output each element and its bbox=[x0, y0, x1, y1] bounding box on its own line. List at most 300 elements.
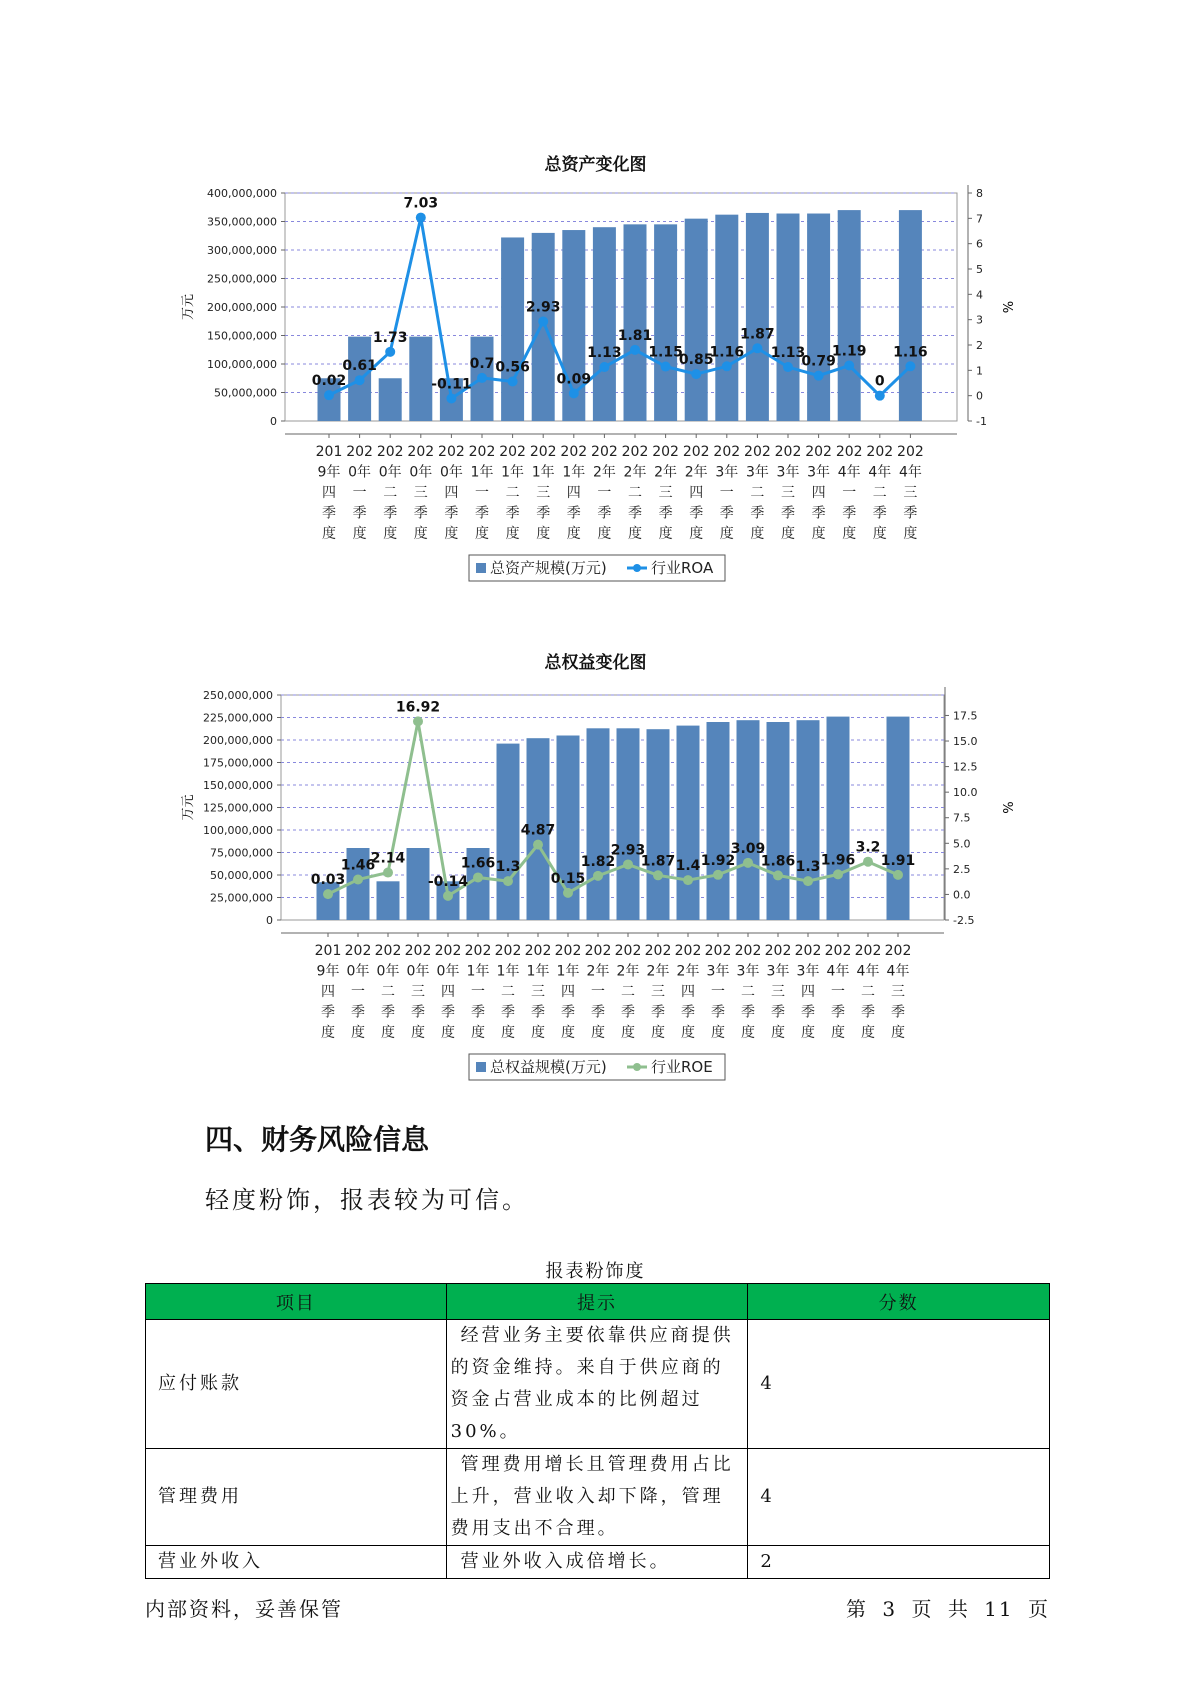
x-tick-label: 202 bbox=[464, 943, 492, 959]
y-left-axis-title: 万元 bbox=[181, 293, 196, 321]
bar bbox=[379, 378, 402, 421]
x-tick-label: 季 bbox=[383, 505, 398, 522]
x-tick-label: 二 bbox=[872, 485, 887, 501]
x-tick-label: 9年 bbox=[317, 464, 341, 481]
x-tick-label: 2年 bbox=[623, 464, 647, 481]
y-left-tick-label: 100,000,000 bbox=[207, 358, 277, 371]
x-tick-label: 0年 bbox=[439, 464, 463, 481]
x-tick-label: 季 bbox=[689, 505, 704, 522]
data-label: 1.96 bbox=[820, 852, 856, 869]
section-heading: 四、财务风险信息 bbox=[205, 1123, 430, 1156]
x-tick-label: 202 bbox=[764, 943, 792, 959]
line-point bbox=[383, 868, 393, 878]
bar bbox=[737, 720, 760, 920]
x-tick-label: 季 bbox=[561, 1004, 575, 1021]
data-label: 0 bbox=[874, 373, 885, 390]
line-point bbox=[416, 213, 426, 223]
x-tick-label: 202 bbox=[644, 943, 672, 959]
x-tick-label: 202 bbox=[407, 444, 435, 460]
data-label: 0.79 bbox=[801, 353, 836, 370]
x-tick-label: 四 bbox=[681, 984, 695, 1000]
bar bbox=[887, 717, 910, 920]
x-tick-label: 季 bbox=[536, 505, 551, 522]
x-tick-label: 二 bbox=[383, 485, 398, 501]
x-tick-label: 度 bbox=[689, 526, 704, 542]
line-point bbox=[323, 889, 333, 899]
x-tick-label: 202 bbox=[621, 444, 649, 460]
x-tick-label: 202 bbox=[674, 943, 702, 959]
x-tick-label: 202 bbox=[346, 444, 373, 460]
row-score: 4 bbox=[748, 1449, 1050, 1546]
y-left-tick-label: 125,000,000 bbox=[203, 801, 273, 815]
data-label: 1.87 bbox=[740, 326, 775, 343]
x-tick-label: 度 bbox=[651, 1025, 665, 1041]
x-tick-label: 202 bbox=[897, 444, 924, 460]
bar bbox=[797, 720, 820, 920]
row-item: 营业外收入 bbox=[146, 1546, 447, 1579]
x-tick-label: 季 bbox=[505, 505, 520, 522]
data-label: 7.03 bbox=[403, 195, 439, 212]
data-label: 4.87 bbox=[520, 822, 556, 839]
x-tick-label: 季 bbox=[351, 1004, 365, 1021]
y-right-tick-label: 4 bbox=[976, 288, 983, 302]
x-tick-label: 季 bbox=[831, 1004, 845, 1021]
x-tick-label: 三 bbox=[781, 485, 795, 501]
x-tick-label: 季 bbox=[891, 1004, 905, 1021]
line-point bbox=[477, 373, 487, 383]
bar bbox=[409, 337, 432, 421]
x-tick-label: 度 bbox=[531, 1025, 545, 1041]
header-hint: 提示 bbox=[446, 1284, 748, 1320]
x-tick-label: 202 bbox=[494, 943, 522, 959]
x-tick-label: 202 bbox=[554, 943, 582, 959]
data-label: 1.4 bbox=[675, 858, 701, 875]
x-tick-label: 0年 bbox=[376, 963, 400, 980]
x-tick-label: 度 bbox=[597, 526, 612, 542]
x-tick-label: 度 bbox=[872, 526, 887, 542]
data-label: 1.82 bbox=[580, 853, 616, 870]
x-tick-label: 一 bbox=[351, 984, 365, 1000]
line-point bbox=[355, 375, 365, 385]
x-tick-label: 1年 bbox=[562, 464, 586, 481]
legend-line-marker bbox=[633, 564, 641, 572]
x-tick-label: 四 bbox=[801, 984, 815, 1000]
x-tick-label: 2年 bbox=[654, 464, 678, 481]
line-point bbox=[593, 871, 603, 881]
x-tick-label: 一 bbox=[711, 984, 725, 1000]
bar bbox=[624, 224, 647, 421]
row-hint: 营业外收入成倍增长。 bbox=[446, 1546, 748, 1579]
x-tick-label: 季 bbox=[411, 1004, 425, 1021]
bar bbox=[407, 848, 430, 920]
x-tick-label: 202 bbox=[682, 444, 710, 460]
data-label: 1.15 bbox=[648, 344, 683, 361]
x-tick-label: 度 bbox=[719, 526, 734, 542]
y-right-tick-label: 15.0 bbox=[953, 735, 978, 749]
x-tick-label: 度 bbox=[505, 526, 520, 542]
line-point bbox=[538, 316, 548, 326]
x-tick-label: 季 bbox=[322, 505, 336, 522]
line-point bbox=[623, 859, 633, 869]
x-tick-label: 二 bbox=[750, 485, 765, 501]
x-tick-label: 1年 bbox=[526, 963, 550, 980]
data-label: 1.73 bbox=[372, 329, 408, 346]
x-tick-label: 1年 bbox=[466, 963, 490, 980]
x-tick-label: 季 bbox=[381, 1004, 395, 1021]
x-tick-label: 季 bbox=[531, 1004, 545, 1021]
x-tick-label: 度 bbox=[741, 1025, 755, 1041]
line-point bbox=[905, 361, 915, 371]
y-right-tick-label: 7.5 bbox=[953, 811, 971, 825]
line-point bbox=[630, 345, 640, 355]
x-tick-label: 度 bbox=[536, 526, 551, 542]
data-label: 2.93 bbox=[610, 842, 646, 859]
data-label: 1.46 bbox=[340, 857, 376, 874]
x-tick-label: 202 bbox=[744, 444, 771, 460]
bar bbox=[807, 214, 830, 421]
legend-bar-label: 总资产规模(万元) bbox=[490, 559, 607, 577]
x-tick-label: 2年 bbox=[676, 963, 700, 980]
data-label: 1.86 bbox=[760, 853, 796, 870]
x-tick-label: 0年 bbox=[348, 464, 372, 481]
x-tick-label: 度 bbox=[591, 1025, 605, 1041]
data-label: 3.09 bbox=[730, 840, 766, 857]
chart-title: 总资产变化图 bbox=[544, 155, 647, 175]
y-left-tick-label: 350,000,000 bbox=[207, 215, 277, 229]
table-row bbox=[146, 1320, 1050, 1449]
line-point bbox=[569, 388, 579, 398]
y-left-tick-label: 0 bbox=[266, 914, 273, 927]
x-tick-label: 202 bbox=[866, 444, 894, 460]
y-left-tick-label: 200,000,000 bbox=[203, 734, 273, 747]
data-label: 1.16 bbox=[893, 344, 928, 361]
x-tick-label: 9年 bbox=[316, 963, 340, 980]
data-label: 1.87 bbox=[640, 853, 676, 870]
y-right-tick-label: 10.0 bbox=[953, 786, 978, 800]
x-tick-label: 度 bbox=[383, 526, 398, 542]
bar bbox=[746, 213, 769, 421]
x-tick-label: 4年 bbox=[898, 464, 922, 481]
x-tick-label: 3年 bbox=[715, 464, 739, 481]
x-tick-label: 四 bbox=[811, 485, 826, 501]
x-tick-label: 202 bbox=[374, 943, 402, 959]
data-label: 0.15 bbox=[550, 870, 586, 887]
data-label: 2.93 bbox=[525, 299, 561, 316]
y-left-tick-label: 175,000,000 bbox=[203, 756, 273, 770]
bar bbox=[377, 881, 400, 920]
x-tick-label: 1年 bbox=[531, 464, 555, 481]
x-tick-label: 三 bbox=[903, 485, 918, 501]
x-tick-label: 0年 bbox=[409, 464, 433, 481]
x-tick-label: 4年 bbox=[826, 963, 850, 980]
y-left-tick-label: 0 bbox=[270, 415, 277, 428]
x-tick-label: 202 bbox=[524, 943, 552, 959]
x-tick-label: 1年 bbox=[556, 963, 580, 980]
header-score: 分数 bbox=[748, 1284, 1050, 1320]
y-right-tick-label: 2.5 bbox=[953, 862, 971, 876]
x-tick-label: 三 bbox=[413, 485, 428, 501]
y-right-tick-label: -1 bbox=[976, 415, 987, 428]
x-tick-label: 1年 bbox=[501, 464, 525, 481]
y-right-tick-label: 0.0 bbox=[953, 888, 971, 902]
x-tick-label: 202 bbox=[344, 943, 372, 959]
line-point bbox=[508, 376, 518, 386]
x-tick-label: 202 bbox=[884, 943, 912, 959]
data-label: 1.91 bbox=[880, 852, 916, 869]
risk-table bbox=[145, 1283, 1050, 1579]
line-point bbox=[446, 393, 456, 403]
line-point bbox=[324, 390, 334, 400]
x-tick-label: 二 bbox=[501, 984, 515, 1000]
x-tick-label: 季 bbox=[475, 505, 489, 522]
x-tick-label: 四 bbox=[561, 984, 575, 1000]
x-tick-label: 季 bbox=[321, 1004, 335, 1021]
x-tick-label: 202 bbox=[704, 943, 732, 959]
x-tick-label: 季 bbox=[628, 505, 642, 522]
x-tick-label: 4年 bbox=[868, 464, 892, 481]
bar bbox=[497, 744, 520, 920]
line-point bbox=[743, 858, 753, 868]
x-tick-label: 季 bbox=[566, 505, 581, 522]
legend-bar-swatch bbox=[476, 1062, 486, 1072]
y-left-tick-label: 50,000,000 bbox=[214, 386, 277, 400]
x-tick-label: 二 bbox=[505, 485, 520, 501]
x-tick-label: 度 bbox=[501, 1025, 515, 1041]
x-tick-label: 度 bbox=[621, 1025, 635, 1041]
x-tick-label: 季 bbox=[591, 1004, 605, 1021]
line-point bbox=[863, 857, 873, 867]
x-tick-label: 季 bbox=[903, 505, 918, 522]
x-tick-label: 3年 bbox=[706, 963, 730, 980]
line-point bbox=[683, 875, 693, 885]
x-tick-label: 201 bbox=[315, 444, 343, 460]
data-label: 0.56 bbox=[495, 359, 530, 376]
x-tick-label: 四 bbox=[444, 485, 459, 501]
y-left-tick-label: 300,000,000 bbox=[207, 244, 277, 257]
row-score: 4 bbox=[748, 1320, 1050, 1449]
x-tick-label: 4年 bbox=[856, 963, 880, 980]
footer-confidential: 内部资料，妥善保管 bbox=[145, 1597, 343, 1621]
y-left-tick-label: 225,000,000 bbox=[203, 711, 273, 725]
x-tick-label: 202 bbox=[713, 444, 741, 460]
x-tick-label: 季 bbox=[781, 505, 795, 522]
x-tick-label: 202 bbox=[774, 444, 802, 460]
x-tick-label: 季 bbox=[861, 1004, 875, 1021]
data-label: 1.92 bbox=[700, 852, 736, 869]
x-tick-label: 度 bbox=[381, 1025, 395, 1041]
y-left-tick-label: 75,000,000 bbox=[210, 846, 273, 860]
data-label: 16.92 bbox=[395, 699, 441, 716]
bar bbox=[654, 224, 677, 421]
y-left-tick-label: 250,000,000 bbox=[203, 689, 273, 702]
data-label: 0.03 bbox=[310, 872, 346, 889]
line-point bbox=[563, 888, 573, 898]
risk-summary: 轻度粉饰，报表较为可信。 bbox=[205, 1186, 529, 1214]
x-tick-label: 度 bbox=[413, 526, 428, 542]
line-point bbox=[844, 361, 854, 371]
x-tick-label: 季 bbox=[441, 1004, 455, 1021]
x-tick-label: 202 bbox=[835, 444, 863, 460]
x-tick-label: 1年 bbox=[470, 464, 494, 481]
x-tick-label: 一 bbox=[719, 485, 734, 501]
legend-line-label: 行业ROE bbox=[651, 1058, 713, 1076]
x-tick-label: 季 bbox=[444, 505, 459, 522]
x-tick-label: 四 bbox=[566, 485, 581, 501]
x-tick-label: 202 bbox=[468, 444, 496, 460]
x-tick-label: 季 bbox=[658, 505, 673, 522]
x-tick-label: 1年 bbox=[496, 963, 520, 980]
row-hint: 经营业务主要依靠供应商提供的资金维持。来自于供应商的资金占营业成本的比例超过30%。 bbox=[446, 1320, 748, 1449]
data-label: 1.16 bbox=[709, 344, 745, 361]
data-label: 0.7 bbox=[469, 355, 495, 372]
y-right-tick-label: 3 bbox=[976, 313, 983, 327]
y-left-tick-label: 100,000,000 bbox=[203, 824, 273, 837]
x-tick-label: 度 bbox=[771, 1025, 785, 1041]
x-tick-label: 四 bbox=[689, 485, 704, 501]
data-label: 0.09 bbox=[556, 371, 592, 388]
x-tick-label: 三 bbox=[891, 984, 905, 1000]
x-tick-label: 度 bbox=[781, 526, 795, 542]
line-point bbox=[803, 876, 813, 886]
x-tick-label: 季 bbox=[681, 1004, 695, 1021]
y-right-tick-label: 6 bbox=[976, 237, 983, 251]
bar bbox=[715, 215, 738, 421]
x-tick-label: 三 bbox=[531, 984, 545, 1000]
x-tick-label: 季 bbox=[597, 505, 612, 522]
row-item: 应付账款 bbox=[146, 1320, 447, 1449]
x-tick-label: 3年 bbox=[796, 963, 820, 980]
x-tick-label: 度 bbox=[681, 1025, 695, 1041]
x-tick-label: 4年 bbox=[837, 464, 861, 481]
x-tick-label: 二 bbox=[861, 984, 875, 1000]
data-label: 1.13 bbox=[770, 345, 806, 362]
y-right-tick-label: 2 bbox=[976, 339, 983, 352]
y-left-tick-label: 50,000,000 bbox=[210, 869, 273, 882]
line-point bbox=[814, 371, 824, 381]
x-tick-label: 202 bbox=[404, 943, 432, 959]
table-row bbox=[146, 1546, 1050, 1579]
x-tick-label: 2年 bbox=[616, 963, 640, 980]
x-tick-label: 0年 bbox=[436, 963, 460, 980]
row-hint: 管理费用增长且管理费用占比上升，营业收入却下降，管理费用支出不合理。 bbox=[446, 1449, 748, 1546]
line-point bbox=[783, 362, 793, 372]
x-tick-label: 三 bbox=[536, 485, 551, 501]
y-right-tick-label: -2.5 bbox=[953, 914, 975, 927]
x-tick-label: 度 bbox=[842, 526, 857, 542]
x-tick-label: 3年 bbox=[736, 963, 760, 980]
x-tick-label: 一 bbox=[842, 485, 857, 501]
data-label: 0.61 bbox=[342, 358, 377, 375]
legend-line-label: 行业ROA bbox=[651, 559, 714, 577]
y-left-tick-label: 200,000,000 bbox=[207, 301, 277, 314]
x-tick-label: 度 bbox=[658, 526, 673, 542]
x-tick-label: 3年 bbox=[807, 464, 831, 481]
x-tick-label: 度 bbox=[322, 526, 336, 542]
data-label: -0.11 bbox=[431, 376, 472, 393]
row-score: 2 bbox=[748, 1546, 1050, 1579]
bar bbox=[587, 728, 610, 920]
x-tick-label: 一 bbox=[597, 485, 612, 501]
bar bbox=[838, 210, 861, 421]
line-point bbox=[473, 872, 483, 882]
x-tick-label: 二 bbox=[741, 984, 755, 1000]
x-tick-label: 3年 bbox=[745, 464, 769, 481]
bar bbox=[899, 210, 922, 421]
y-right-axis-title: % bbox=[999, 300, 1014, 314]
line-point bbox=[599, 362, 609, 372]
y-left-tick-label: 250,000,000 bbox=[207, 272, 277, 286]
x-tick-label: 三 bbox=[651, 984, 665, 1000]
data-label: 1.3 bbox=[795, 859, 821, 876]
x-tick-label: 季 bbox=[352, 505, 367, 522]
x-tick-label: 3年 bbox=[776, 464, 800, 481]
x-tick-label: 二 bbox=[628, 485, 642, 501]
x-tick-label: 季 bbox=[621, 1004, 635, 1021]
x-tick-label: 二 bbox=[381, 984, 395, 1000]
x-tick-label: 202 bbox=[499, 444, 526, 460]
x-tick-label: 202 bbox=[584, 943, 612, 959]
x-tick-label: 202 bbox=[529, 444, 557, 460]
y-right-tick-label: 17.5 bbox=[953, 709, 978, 723]
legend-bar-label: 总权益规模(万元) bbox=[490, 1058, 607, 1076]
x-tick-label: 度 bbox=[351, 1025, 365, 1041]
x-tick-label: 季 bbox=[413, 505, 428, 522]
x-tick-label: 度 bbox=[411, 1025, 425, 1041]
x-tick-label: 一 bbox=[352, 485, 367, 501]
x-tick-label: 四 bbox=[441, 984, 455, 1000]
x-tick-label: 一 bbox=[471, 984, 485, 1000]
x-tick-label: 二 bbox=[621, 984, 635, 1000]
x-tick-label: 202 bbox=[434, 943, 462, 959]
y-right-tick-label: 8 bbox=[976, 187, 983, 200]
table-row bbox=[146, 1449, 1050, 1546]
x-tick-label: 202 bbox=[854, 943, 882, 959]
x-tick-label: 2年 bbox=[586, 963, 610, 980]
row-item: 管理费用 bbox=[146, 1449, 447, 1546]
y-right-tick-label: 1 bbox=[976, 364, 983, 378]
data-label: 1.66 bbox=[460, 855, 496, 872]
bar bbox=[777, 214, 800, 421]
x-tick-label: 度 bbox=[811, 526, 826, 542]
data-label: -0.14 bbox=[427, 873, 469, 890]
x-tick-label: 度 bbox=[628, 526, 642, 542]
x-tick-label: 202 bbox=[824, 943, 852, 959]
line-point bbox=[713, 870, 723, 880]
x-tick-label: 度 bbox=[711, 1025, 725, 1041]
x-tick-label: 202 bbox=[591, 444, 618, 460]
x-tick-label: 202 bbox=[805, 444, 832, 460]
y-left-tick-label: 150,000,000 bbox=[203, 779, 273, 792]
x-tick-label: 度 bbox=[801, 1025, 815, 1041]
x-tick-label: 度 bbox=[831, 1025, 845, 1041]
x-tick-label: 季 bbox=[501, 1004, 515, 1021]
total-equity-chart-svg bbox=[0, 600, 1191, 1100]
y-right-axis-title: % bbox=[999, 801, 1014, 814]
line-point bbox=[661, 362, 671, 372]
y-right-tick-label: 7 bbox=[976, 212, 983, 226]
x-tick-label: 0年 bbox=[378, 464, 402, 481]
table-caption: 报表粉饰度 bbox=[545, 1261, 646, 1282]
x-tick-label: 202 bbox=[376, 444, 404, 460]
x-tick-label: 202 bbox=[438, 444, 465, 460]
x-tick-label: 一 bbox=[475, 485, 489, 501]
bar bbox=[532, 233, 555, 421]
data-label: 0.02 bbox=[311, 373, 347, 390]
x-tick-label: 202 bbox=[794, 943, 822, 959]
bar bbox=[593, 227, 616, 421]
data-label: 1.81 bbox=[617, 327, 653, 344]
x-tick-label: 季 bbox=[801, 1004, 815, 1021]
